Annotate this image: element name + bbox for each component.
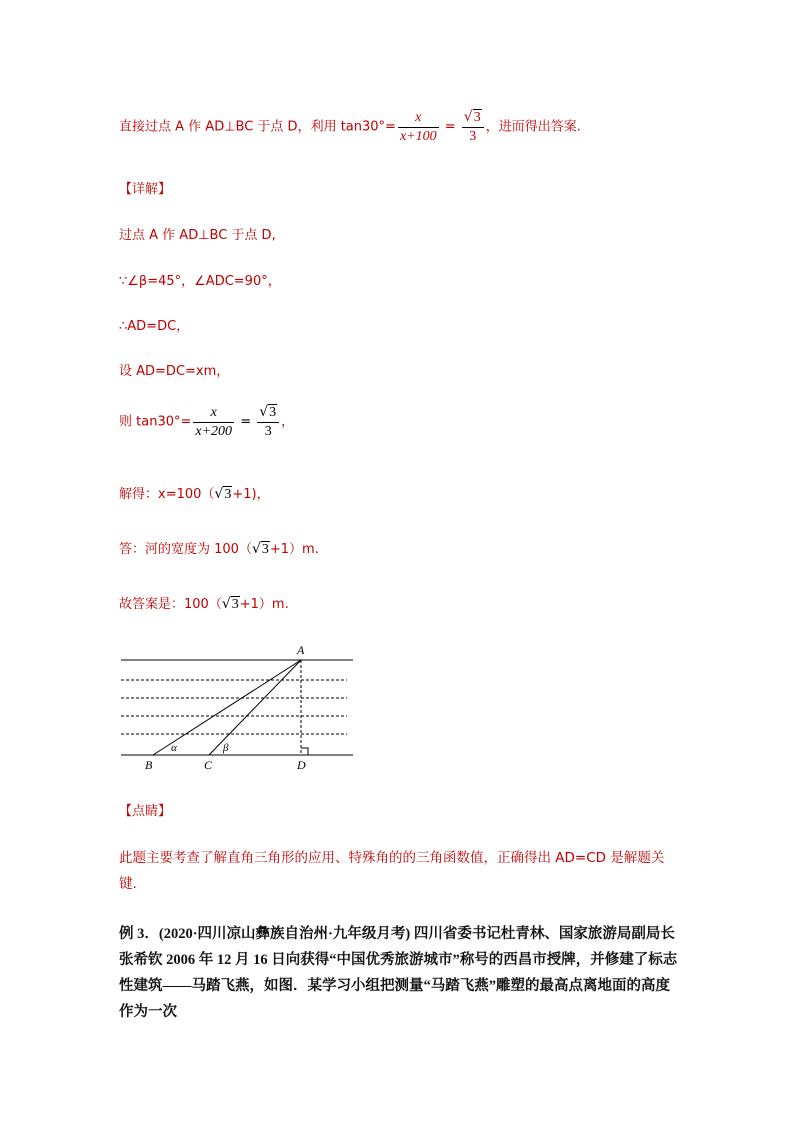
sqrt-expression: √3 bbox=[221, 596, 239, 612]
sqrt-fraction: $\frac{√3}{3}$ bbox=[462, 108, 484, 146]
step-8: 故答案是：100（√3+1）m. bbox=[119, 596, 289, 612]
comment-text: 此题主要考查了解直角三角形的应用、特殊角的的三角函数值，正确得出 AD=CD 是解题关键. bbox=[119, 850, 665, 892]
step-2: ∵∠β=45°，∠ADC=90°， bbox=[119, 274, 281, 289]
segment-AB bbox=[153, 660, 301, 755]
example-text: 例 3．(2020·四川凉山彝族自治州·九年级月考) 四川省委书记杜青林、国家旅游局副局长张希钦 2006 年 12 月 16 日向获得“中国优秀旅游城市”称号的西昌市授牌，并修建了标志性建筑——马踏飞燕，如图．某学习小组把测量“马踏飞燕”雕塑的最高点离地面的高度作为一次 bbox=[119, 926, 678, 1020]
label-C: C bbox=[204, 758, 213, 772]
sqrt-expression: √3 bbox=[214, 486, 232, 502]
step-1: 过点 A 作 AD⊥BC 于点 D, bbox=[119, 228, 276, 243]
step-4: 设 AD=DC=xm， bbox=[119, 364, 230, 379]
right-angle-mark bbox=[301, 748, 308, 755]
analysis-pre: 直接过点 A 作 bbox=[119, 119, 206, 135]
comment-header: 【点睛】 bbox=[119, 804, 172, 819]
segment-AC bbox=[209, 660, 301, 755]
step-6: 解得：x=100（√3+1)， bbox=[119, 486, 270, 502]
sqrt-expression: √3 bbox=[251, 541, 269, 557]
analysis-mid: AD⊥BC 于点 D，利用 tan30°= bbox=[205, 119, 396, 135]
fraction-numerator: x bbox=[398, 109, 439, 128]
sqrt-fraction: $\frac{√3}{3}$ bbox=[257, 403, 279, 441]
sqrt-expression: √3 bbox=[463, 109, 481, 125]
label-D: D bbox=[297, 758, 306, 772]
step-3: ∴AD=DC， bbox=[119, 319, 190, 334]
equals-sign: = bbox=[440, 119, 460, 135]
analysis-line bbox=[119, 108, 581, 146]
fraction bbox=[398, 109, 439, 146]
detail-header: 【详解】 bbox=[119, 182, 172, 197]
label-alpha: α bbox=[171, 742, 177, 754]
fraction-denominator: x+100 bbox=[399, 128, 437, 144]
step-5: 则 tan30°= $\frac{x}{x+200}$ = $\frac{√3}{3}$ ， bbox=[119, 404, 295, 439]
fraction: $\frac{x}{x+200}$ bbox=[195, 404, 233, 439]
label-A: A bbox=[297, 643, 305, 657]
step-7: 答：河的宽度为 100（√3+1）m. bbox=[119, 541, 319, 557]
river-geometry-figure bbox=[115, 640, 365, 775]
label-beta: β bbox=[223, 742, 229, 754]
analysis-post: ，进而得出答案. bbox=[485, 119, 581, 135]
label-B: B bbox=[145, 758, 153, 772]
